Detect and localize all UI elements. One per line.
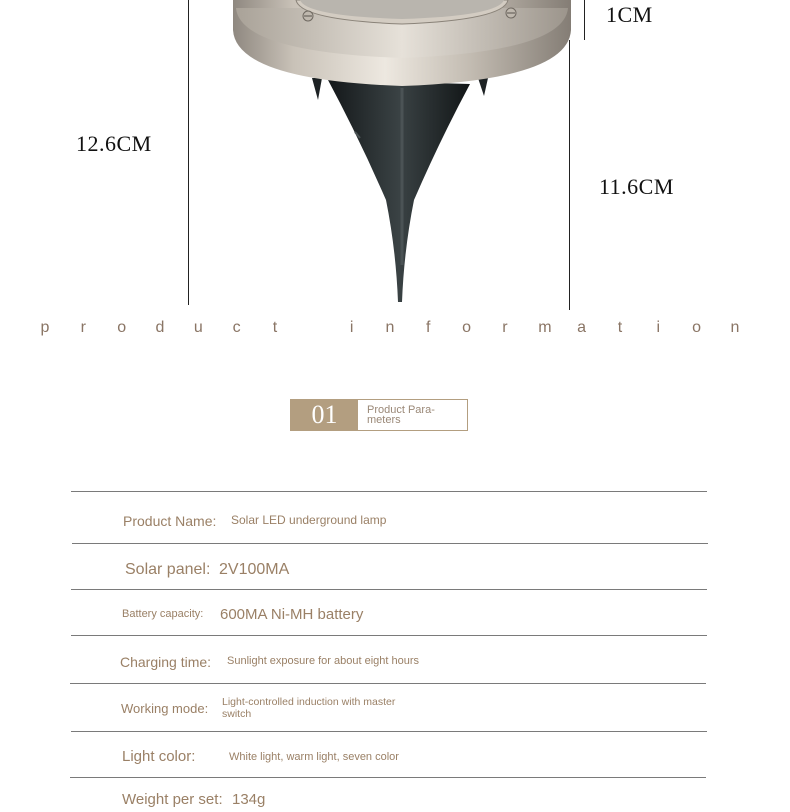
total-height-label: 12.6CM	[76, 131, 152, 156]
right-pin	[478, 78, 488, 96]
banner-letter: n	[385, 319, 395, 336]
table-rule	[71, 491, 707, 492]
table-rule	[70, 683, 706, 684]
spike-height-label: 11.6CM	[599, 174, 674, 199]
thickness-label: 1CM	[606, 2, 653, 27]
param-value-solar-panel: 2V100MA	[219, 561, 290, 578]
param-value-product-name: Solar LED underground lamp	[231, 513, 387, 527]
param-value-weight: 134g	[232, 791, 266, 808]
product-information-banner	[40, 316, 740, 340]
banner-letter: o	[462, 319, 472, 336]
spike-height-line	[569, 40, 570, 310]
banner-letter: r	[80, 319, 86, 336]
param-label-battery: Battery capacity:	[122, 608, 204, 620]
table-rule	[71, 635, 707, 636]
banner-letter: i	[656, 319, 661, 336]
param-label-weight: Weight per set:	[122, 791, 223, 808]
banner-letter: n	[730, 319, 740, 336]
thickness-line	[584, 0, 585, 40]
total-height-line	[188, 0, 189, 305]
param-label-light-color: Light color:	[122, 748, 196, 765]
banner-letter: a	[577, 319, 587, 336]
banner-letter: u	[193, 319, 203, 336]
banner-letter: r	[502, 319, 508, 336]
param-label-product-name: Product Name:	[123, 513, 217, 529]
banner-letter: o	[692, 319, 702, 336]
section-number: 01	[291, 400, 358, 430]
banner-letter: t	[617, 319, 623, 336]
param-label-charging: Charging time:	[120, 654, 212, 670]
table-rule	[72, 543, 708, 544]
banner-letter: p	[40, 319, 50, 336]
param-value-battery: 600MA Ni-MH battery	[220, 606, 364, 623]
banner-letter	[308, 319, 318, 337]
ground-spike	[328, 80, 470, 302]
banner-letter: i	[349, 319, 354, 336]
param-value-charging: Sunlight exposure for about eight hours	[227, 655, 420, 667]
left-pin	[312, 78, 322, 100]
param-label-working-mode: Working mode:	[121, 701, 209, 716]
banner-letter: t	[272, 319, 278, 336]
banner-letter: c	[232, 319, 241, 336]
param-value-light-color: White light, warm light, seven color	[229, 751, 399, 763]
banner-letter: m	[538, 319, 552, 336]
param-value-working-mode: Light-controlled induction with master switch	[222, 696, 396, 720]
banner-letter: d	[155, 319, 165, 336]
table-rule	[71, 589, 707, 590]
table-rule	[71, 731, 707, 732]
param-label-solar-panel: Solar panel:	[125, 561, 211, 578]
table-rule	[70, 777, 706, 778]
section-title: Product Para- meters	[367, 404, 435, 426]
banner-letter: f	[426, 319, 431, 336]
section-heading	[290, 399, 468, 431]
banner-letter: o	[117, 319, 127, 336]
